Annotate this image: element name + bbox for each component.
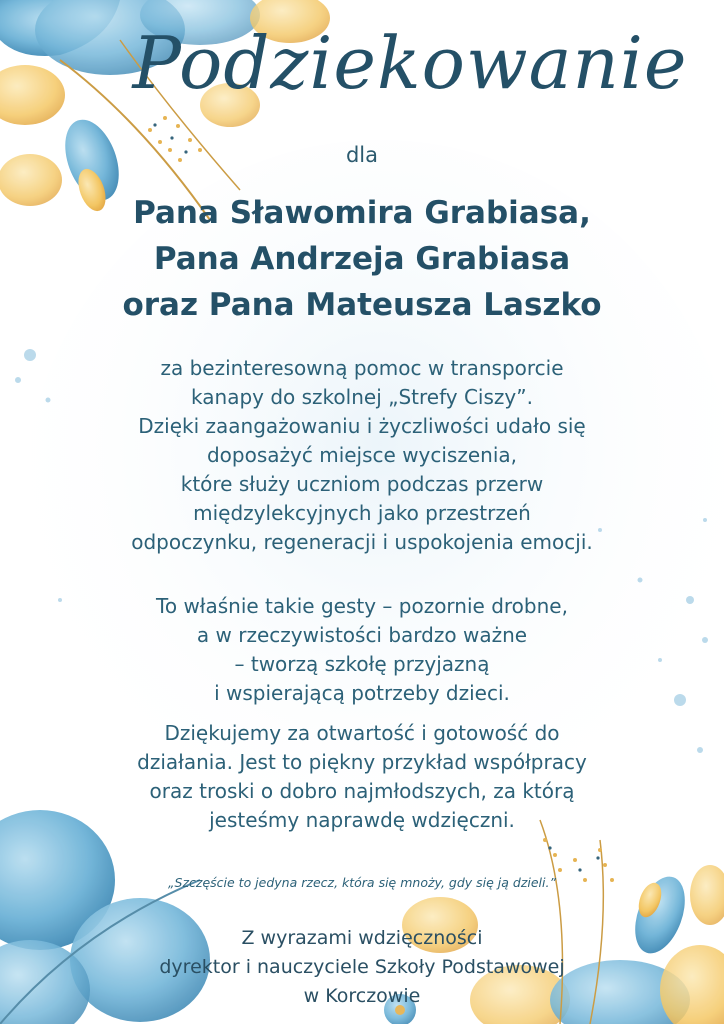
paragraph-line: i wspierającą potrzeby dzieci.	[214, 681, 510, 705]
paragraph-line: To właśnie takie gesty – pozornie drobne,	[156, 594, 568, 618]
recipient-name: Pana Sławomira Grabiasa,	[133, 195, 591, 231]
paragraph-line: międzylekcyjnych jako przestrzeń	[193, 501, 531, 525]
paragraph-line: Dziękujemy za otwartość i gotowość do	[164, 721, 560, 745]
closing-line: dyrektor i nauczyciele Szkoły Podstawowej	[159, 956, 565, 978]
paragraph-line: doposażyć miejsce wyciszenia,	[206, 443, 518, 467]
paragraph-line: kanapy do szkolnej „Strefy Ciszy”.	[191, 385, 533, 409]
closing-signature	[40, 924, 684, 1011]
paragraph-line: – tworzą szkołę przyjazną	[234, 652, 490, 676]
paragraph-line: za bezinteresowną pomoc w transporcie	[160, 356, 564, 380]
page-title: Podziekowanie	[132, 21, 688, 105]
paragraph-line: a w rzeczywistości bardzo ważne	[196, 623, 528, 647]
paragraph-gestures	[40, 592, 684, 708]
paragraph-line: jesteśmy naprawdę wdzięczni.	[209, 808, 515, 832]
recipients-block	[0, 190, 724, 328]
paragraph-line: działania. Jest to piękny przykład współpracy	[137, 750, 587, 774]
paragraph-gratitude	[40, 719, 684, 835]
paragraph-line: odpoczynku, regeneracji i uspokojenia emocji.	[131, 530, 593, 554]
recipient-name: oraz Pana Mateusza Laszko	[122, 287, 602, 323]
for-label: dla	[345, 143, 379, 167]
paragraph-thanks-reason	[40, 354, 684, 557]
closing-line: w Korczowie	[303, 985, 421, 1007]
paragraph-line: oraz troski o dobro najmłodszych, za którą	[149, 779, 575, 803]
closing-line: Z wyrazami wdzięczności	[241, 927, 483, 949]
paragraph-line: Dzięki zaangażowaniu i życzliwości udało się	[138, 414, 586, 438]
recipient-name: Pana Andrzeja Grabiasa	[153, 241, 571, 277]
paragraph-line: które służy uczniom podczas przerw	[180, 472, 544, 496]
quote: „Szczęście to jedyna rzecz, która się mnoży, gdy się ją dzieli.”	[168, 875, 556, 890]
